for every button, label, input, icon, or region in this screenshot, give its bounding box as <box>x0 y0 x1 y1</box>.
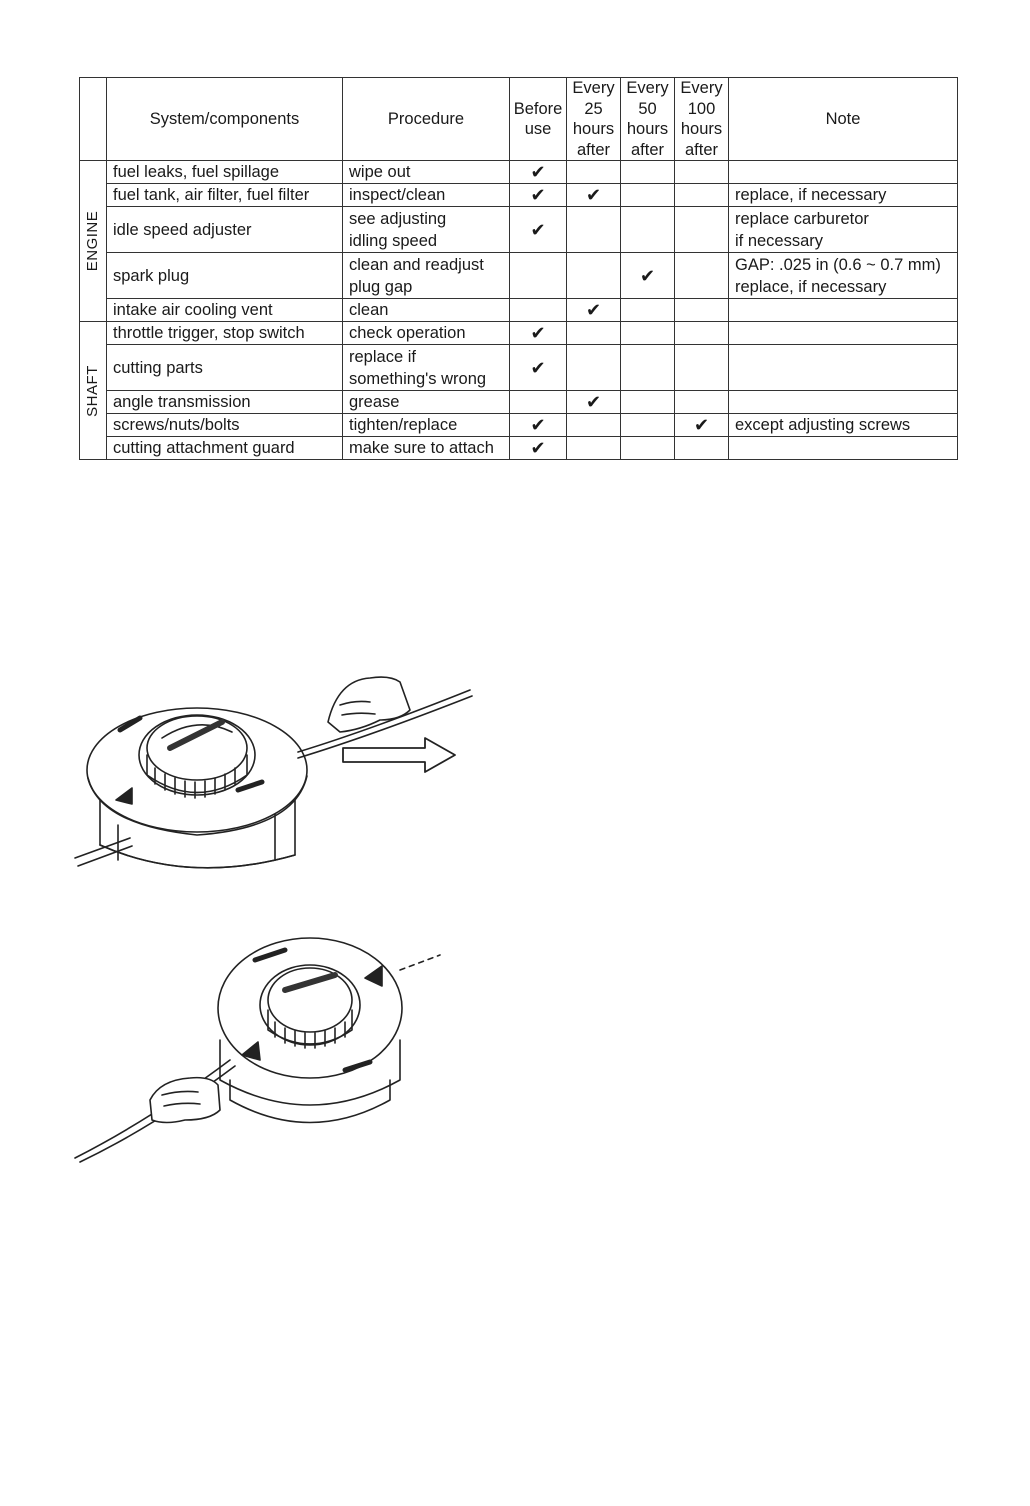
every-50-cell <box>621 322 675 345</box>
note-cell: GAP: .025 in (0.6 ~ 0.7 mm) replace, if necessary <box>729 253 958 299</box>
every-25-cell <box>567 161 621 184</box>
note-cell <box>729 322 958 345</box>
note-cell <box>729 299 958 322</box>
header-every-100: Every 100 hours after <box>675 78 729 161</box>
procedure-cell: tighten/replace <box>343 414 510 437</box>
check-icon: ✔ <box>530 219 546 240</box>
trimmer-head-feed-line-illustration <box>70 930 450 1165</box>
check-icon: ✔ <box>530 185 546 205</box>
check-icon: ✔ <box>530 357 546 378</box>
every-25-cell <box>567 299 621 322</box>
every-100-cell <box>675 391 729 414</box>
component-cell: fuel leaks, fuel spillage <box>107 161 343 184</box>
every-100-cell <box>675 207 729 253</box>
header-group <box>80 78 107 161</box>
before-use-cell <box>510 207 567 253</box>
table-row <box>80 253 958 299</box>
check-icon: ✔ <box>585 300 602 320</box>
check-icon: ✔ <box>530 162 546 182</box>
every-25-cell <box>567 322 621 345</box>
every-50-cell <box>621 414 675 437</box>
table-row <box>80 414 958 437</box>
every-25-cell <box>567 414 621 437</box>
every-50-cell <box>621 299 675 322</box>
note-cell <box>729 391 958 414</box>
every-100-cell <box>675 414 729 437</box>
note-cell <box>729 437 958 460</box>
maintenance-table <box>79 77 958 460</box>
table-row <box>80 207 958 253</box>
procedure-cell: wipe out <box>343 161 510 184</box>
table-row <box>80 391 958 414</box>
check-icon: ✔ <box>530 438 546 458</box>
group-shaft: SHAFT <box>80 322 107 460</box>
table-row <box>80 437 958 460</box>
note-cell: except adjusting screws <box>729 414 958 437</box>
check-icon: ✔ <box>530 415 546 435</box>
every-100-cell <box>675 299 729 322</box>
header-system: System/components <box>107 78 343 161</box>
component-cell: spark plug <box>107 253 343 299</box>
procedure-cell: check operation <box>343 322 510 345</box>
every-50-cell <box>621 161 675 184</box>
before-use-cell <box>510 184 567 207</box>
group-engine: ENGINE <box>80 161 107 322</box>
component-cell: cutting parts <box>107 345 343 391</box>
every-100-cell <box>675 184 729 207</box>
before-use-cell <box>510 414 567 437</box>
component-cell: angle transmission <box>107 391 343 414</box>
component-cell: throttle trigger, stop switch <box>107 322 343 345</box>
every-25-cell <box>567 345 621 391</box>
procedure-cell: make sure to attach <box>343 437 510 460</box>
every-100-cell <box>675 345 729 391</box>
table-row <box>80 345 958 391</box>
every-100-cell <box>675 322 729 345</box>
procedure-cell: clean <box>343 299 510 322</box>
every-25-cell <box>567 253 621 299</box>
before-use-cell <box>510 437 567 460</box>
component-cell: screws/nuts/bolts <box>107 414 343 437</box>
every-100-cell <box>675 161 729 184</box>
header-note: Note <box>729 78 958 161</box>
before-use-cell <box>510 161 567 184</box>
component-cell: fuel tank, air filter, fuel filter <box>107 184 343 207</box>
every-50-cell <box>621 391 675 414</box>
every-25-cell <box>567 207 621 253</box>
procedure-cell: inspect/clean <box>343 184 510 207</box>
table-row <box>80 322 958 345</box>
header-procedure: Procedure <box>343 78 510 161</box>
trimmer-head-pull-line-illustration <box>70 660 490 890</box>
every-25-cell <box>567 391 621 414</box>
note-cell: replace carburetor if necessary <box>729 207 958 253</box>
before-use-cell <box>510 253 567 299</box>
note-cell: replace, if necessary <box>729 184 958 207</box>
procedure-cell: see adjusting idling speed <box>343 207 510 253</box>
every-25-cell <box>567 184 621 207</box>
header-every-50: Every 50 hours after <box>621 78 675 161</box>
check-icon: ✔ <box>530 323 546 343</box>
table-row <box>80 161 958 184</box>
check-icon: ✔ <box>585 392 602 412</box>
note-cell <box>729 161 958 184</box>
header-before-use: Before use <box>510 78 567 161</box>
procedure-cell: clean and readjust plug gap <box>343 253 510 299</box>
every-50-cell <box>621 345 675 391</box>
every-100-cell <box>675 253 729 299</box>
every-50-cell <box>621 253 675 299</box>
check-icon: ✔ <box>693 415 710 435</box>
table-row <box>80 184 958 207</box>
component-cell: intake air cooling vent <box>107 299 343 322</box>
table-header-row <box>80 78 958 161</box>
check-icon: ✔ <box>639 265 656 286</box>
component-cell: cutting attachment guard <box>107 437 343 460</box>
every-50-cell <box>621 207 675 253</box>
procedure-cell: grease <box>343 391 510 414</box>
table-row <box>80 299 958 322</box>
before-use-cell <box>510 391 567 414</box>
procedure-cell: replace if something's wrong <box>343 345 510 391</box>
before-use-cell <box>510 299 567 322</box>
before-use-cell <box>510 322 567 345</box>
component-cell: idle speed adjuster <box>107 207 343 253</box>
before-use-cell <box>510 345 567 391</box>
every-100-cell <box>675 437 729 460</box>
every-50-cell <box>621 184 675 207</box>
every-25-cell <box>567 437 621 460</box>
every-50-cell <box>621 437 675 460</box>
header-every-25: Every 25 hours after <box>567 78 621 161</box>
check-icon: ✔ <box>585 185 602 205</box>
note-cell <box>729 345 958 391</box>
